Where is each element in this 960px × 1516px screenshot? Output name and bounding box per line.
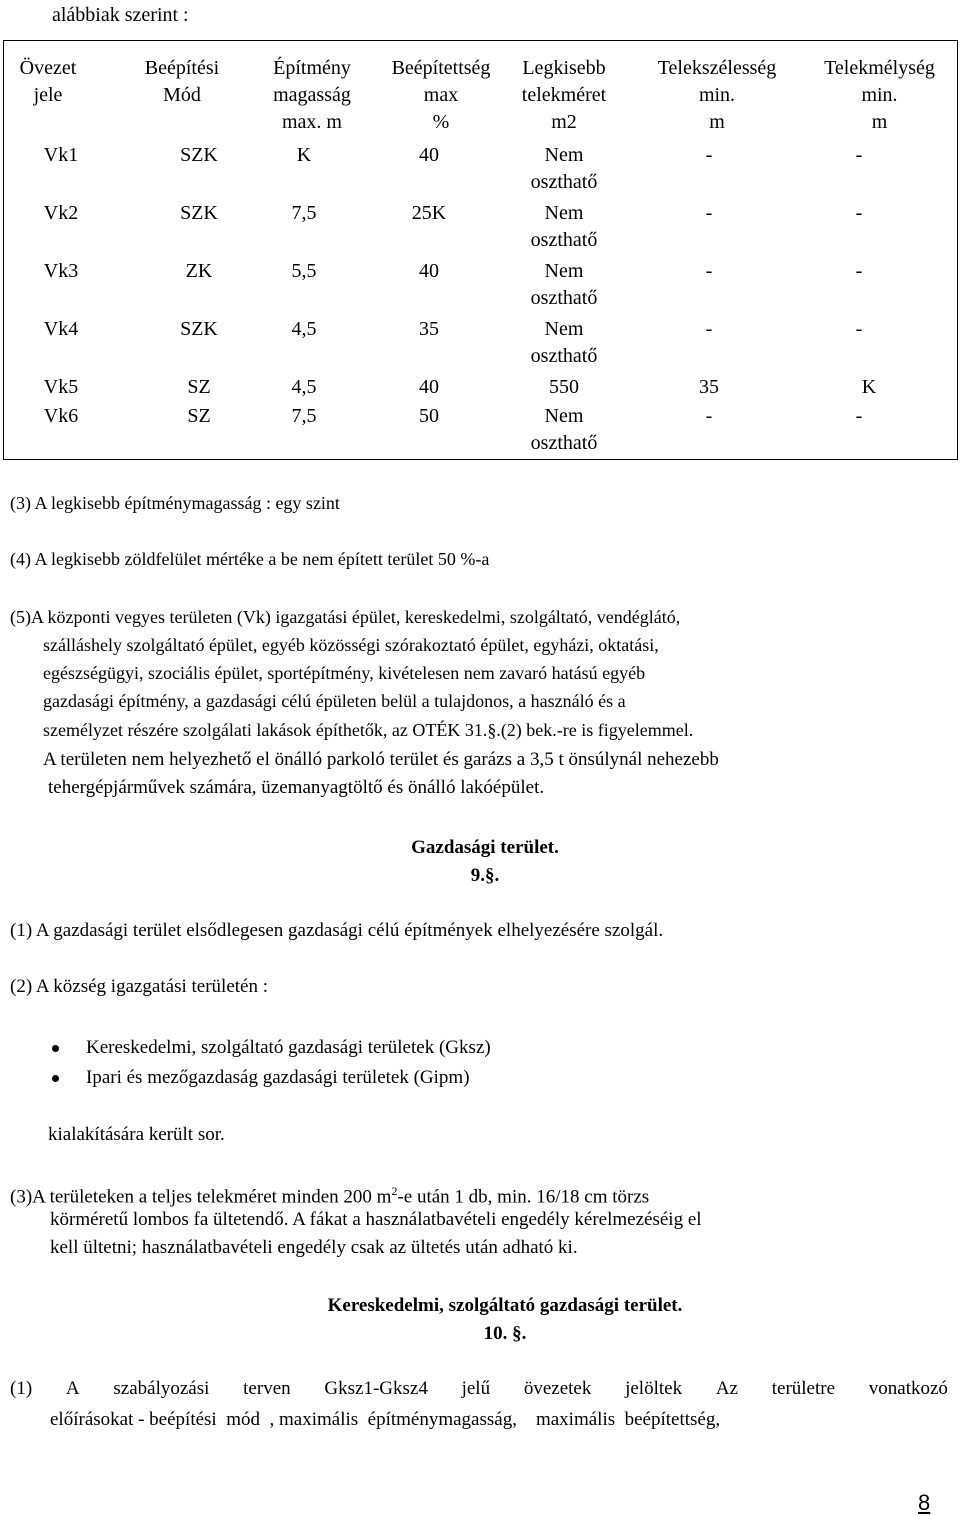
gazdasagi-paragraph-3-line-2: körméretű lombos fa ültetendő. A fákat a használatbavételi engedély kérelmezéséig el — [50, 1209, 702, 1230]
cell-zone: Vk3 — [43, 260, 79, 282]
cell-plot-size: 550 — [549, 376, 579, 398]
cell-plot-depth: - — [855, 318, 863, 340]
cell-plot-depth: - — [855, 202, 863, 224]
word: Az — [715, 1378, 738, 1399]
cell-height: K — [296, 144, 312, 166]
cell-height: 4,5 — [291, 376, 317, 398]
header-plot-width: Telekszélesség min. m — [657, 57, 777, 133]
cell-plot-width: - — [705, 144, 713, 166]
header-height: Építmény magasság max. m — [273, 57, 351, 133]
cell-plot-size: Nem oszthatő — [530, 318, 598, 367]
word: szabályozási — [113, 1378, 210, 1399]
paragraph-5-line-2: szálláshely szolgáltató épület, egyéb közösségi szórakoztató épület, egyházi, oktatási, — [43, 635, 659, 655]
cell-coverage: 40 — [419, 376, 439, 398]
header-plot-depth: Telekmélység min. m — [824, 57, 935, 133]
section-title: Kereskedelmi, szolgáltató gazdasági terület. — [327, 1295, 683, 1316]
intro-text: alábbiak szerint : — [52, 4, 189, 26]
cell-plot-size: Nem oszthatő — [530, 405, 598, 454]
paragraph-4: (4) A legkisebb zöldfelület mértéke a be nem épített terület 50 %-a — [10, 549, 490, 569]
paragraph-text: -e után 1 db, min. 16/18 cm törzs — [397, 1186, 650, 1208]
cell-mode: SZK — [180, 318, 218, 340]
section-heading-gazdasagi — [340, 834, 630, 890]
cell-zone: Vk4 — [43, 318, 79, 340]
kereskedelmi-paragraph-1-line-2: előírásokat - beépítési mód , maximális építménymagasság, maximális beépítettség, — [50, 1409, 721, 1430]
cell-coverage: 50 — [419, 405, 439, 427]
section-number: 10. §. — [483, 1323, 527, 1344]
gazdasagi-paragraph-1: (1) A gazdasági terület elsődlegesen gazdasági célú építmények elhelyezésére szolgál. — [10, 920, 664, 941]
word: jelöltek — [625, 1378, 683, 1399]
header-zone: Övezet jele — [19, 57, 77, 106]
paragraph-5-line-5: személyzet részére szolgálati lakások építhetők, az OTÉK 31.§.(2) bek.-re is figyelemmel. — [43, 720, 694, 740]
cell-zone: Vk5 — [43, 376, 79, 398]
word: területre — [771, 1378, 836, 1399]
word: Gksz1-Gksz4 — [324, 1378, 428, 1399]
gazdasagi-paragraph-2-tail: kialakítására került sor. — [48, 1124, 225, 1145]
cell-mode: SZK — [180, 202, 218, 224]
paragraph-5-line-1: (5)A központi vegyes területen (Vk) igazgatási épület, kereskedelmi, szolgáltató, vendéglátó, — [10, 607, 681, 627]
bullet-text: Ipari és mezőgazdaság gazdasági területek (Gipm) — [86, 1067, 470, 1088]
bullet-text: Kereskedelmi, szolgáltató gazdasági területek (Gksz) — [86, 1037, 491, 1058]
cell-zone: Vk2 — [43, 202, 79, 224]
gazdasagi-paragraph-2: (2) A község igazgatási területén : — [10, 976, 268, 997]
cell-height: 4,5 — [291, 318, 317, 340]
header-coverage: Beépítettség max % — [391, 57, 491, 133]
bullet-icon — [52, 1075, 59, 1082]
cell-coverage: 40 — [419, 144, 439, 166]
word: övezetek — [523, 1378, 592, 1399]
gazdasagi-paragraph-3-line-3: kell ültetni; használatbavételi engedély csak az ültetés után adható ki. — [50, 1237, 578, 1258]
cell-plot-width: 35 — [699, 376, 719, 398]
cell-plot-depth: - — [855, 260, 863, 282]
section-title: Gazdasági terület. — [411, 837, 559, 858]
paragraph-5-line-3: egészségügyi, szociális épület, sportépítmény, kivételesen nem zavaró hatású egyéb — [43, 663, 646, 683]
cell-mode: SZ — [187, 405, 211, 427]
cell-plot-width: - — [705, 318, 713, 340]
superscript: 2 — [391, 1184, 398, 1198]
cell-plot-depth: K — [861, 376, 877, 398]
cell-mode: SZ — [187, 376, 211, 398]
cell-plot-width: - — [705, 202, 713, 224]
cell-coverage: 40 — [419, 260, 439, 282]
cell-plot-size: Nem oszthatő — [530, 260, 598, 309]
paragraph-5b-line-2: tehergépjárművek számára, üzemanyagtöltő és önálló lakóépület. — [48, 777, 545, 798]
cell-coverage: 25K — [411, 202, 447, 224]
cell-plot-width: - — [705, 405, 713, 427]
cell-plot-size: Nem oszthatő — [530, 202, 598, 251]
word: (1) — [10, 1378, 33, 1399]
paragraph-5-line-4: gazdasági építmény, a gazdasági célú épületen belül a tulajdonos, a használó és a — [43, 691, 626, 711]
cell-zone: Vk6 — [43, 405, 79, 427]
bullet-icon — [52, 1045, 59, 1052]
word: terven — [243, 1378, 291, 1399]
cell-plot-width: - — [705, 260, 713, 282]
cell-mode: SZK — [180, 144, 218, 166]
cell-plot-depth: - — [855, 144, 863, 166]
section-heading-kereskedelmi — [255, 1292, 755, 1348]
section-number: 9.§. — [470, 865, 500, 886]
header-build-mode: Beépítési Mód — [144, 57, 220, 106]
paragraph-3: (3) A legkisebb építménymagasság : egy szint — [10, 493, 340, 513]
kereskedelmi-paragraph-1-line-1 — [10, 1378, 948, 1400]
word: A — [65, 1378, 80, 1399]
cell-height: 5,5 — [291, 260, 317, 282]
cell-plot-size: Nem oszthatő — [530, 144, 598, 193]
word: jelű — [461, 1378, 491, 1399]
cell-height: 7,5 — [291, 405, 317, 427]
cell-coverage: 35 — [419, 318, 439, 340]
paragraph-5b-line-1: A területen nem helyezhető el önálló parkoló terület és garázs a 3,5 t önsúlynál nehezebb — [43, 749, 719, 770]
paragraph-text: (3)A területeken a teljes telekméret minden 200 m — [10, 1186, 392, 1208]
cell-height: 7,5 — [291, 202, 317, 224]
page-number: 8 — [918, 1490, 931, 1515]
zoning-table — [3, 40, 958, 460]
header-plot-size: Legkisebb telekméret m2 — [521, 57, 607, 133]
cell-zone: Vk1 — [43, 144, 79, 166]
cell-plot-depth: - — [855, 405, 863, 427]
word: vonatkozó — [868, 1378, 948, 1399]
cell-mode: ZK — [185, 260, 213, 282]
